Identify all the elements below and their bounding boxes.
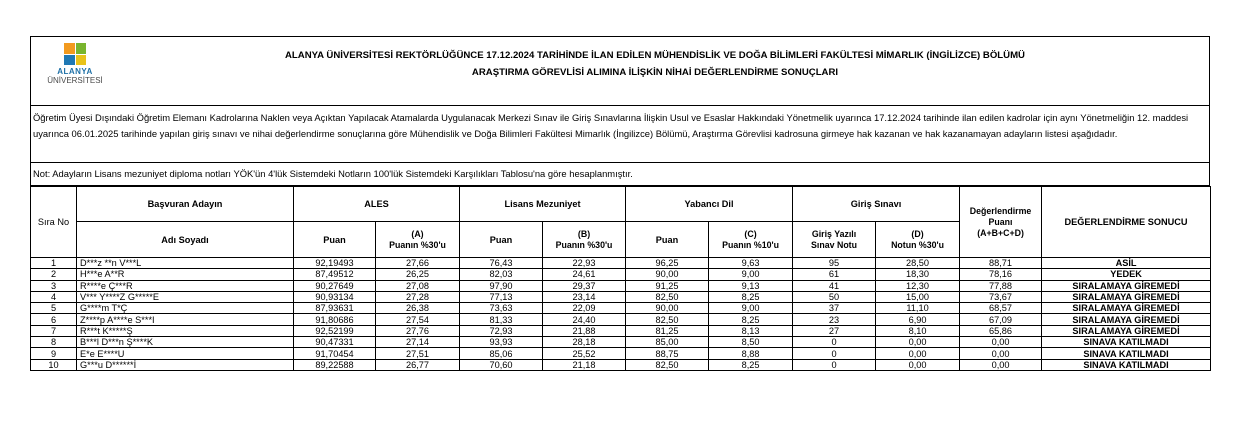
cell-degerlendirme-sonucu: SIRALAMAYA GİREMEDİ: [1042, 303, 1211, 314]
cell-giris-d: 8,10: [876, 325, 960, 336]
cell-giris-yazili: 61: [793, 269, 876, 280]
c-line-2: Puanın %10'u: [722, 239, 779, 250]
cell-yabanci-c: 9,00: [709, 269, 793, 280]
cell-yabanci-c: 8,25: [709, 291, 793, 302]
cell-yabanci-c: 8,50: [709, 337, 793, 348]
cell-adi-soyadi: E*e E****U: [77, 348, 294, 359]
cell-adi-soyadi: R***t K*****Ş: [77, 325, 294, 336]
cell-degerlendirme-sonucu: SINAVA KATILMADI: [1042, 337, 1211, 348]
cell-degerlendirme-sonucu: SIRALAMAYA GİREMEDİ: [1042, 280, 1211, 291]
cell-yabanci-c: 8,25: [709, 314, 793, 325]
b-line-1: (B): [577, 228, 591, 239]
cell-lisans-b: 23,14: [543, 291, 626, 302]
cell-giris-yazili: 0: [793, 337, 876, 348]
cell-degerlendirme-sonucu: ASİL: [1042, 258, 1211, 269]
cell-giris-d: 11,10: [876, 303, 960, 314]
cell-ales-a: 27,54: [376, 314, 460, 325]
cell-yabanci-puan: 90,00: [626, 303, 709, 314]
a-line-2: Puanın %30'u: [389, 239, 446, 250]
cell-adi-soyadi: Z****p A****e S***I: [77, 314, 294, 325]
cell-lisans-puan: 97,90: [460, 280, 543, 291]
university-logo: [45, 43, 105, 85]
cell-degerlendirme-sonucu: SIRALAMAYA GİREMEDİ: [1042, 314, 1211, 325]
d-line-1: (D): [911, 228, 924, 239]
cell-sira: 3: [31, 280, 77, 291]
cell-degerlendirme-puani: 73,67: [960, 291, 1042, 302]
table-row: [31, 303, 1211, 314]
col-lisans: Lisans Mezuniyet: [460, 187, 626, 222]
cell-yabanci-c: 9,00: [709, 303, 793, 314]
cell-sira: 6: [31, 314, 77, 325]
cell-degerlendirme-puani: 0,00: [960, 337, 1042, 348]
cell-sira: 7: [31, 325, 77, 336]
cell-lisans-b: 22,93: [543, 258, 626, 269]
cell-giris-d: 18,30: [876, 269, 960, 280]
cell-yabanci-puan: 82,50: [626, 359, 709, 370]
cell-adi-soyadi: R****e Ç***R: [77, 280, 294, 291]
cell-sira: 1: [31, 258, 77, 269]
col-degerlendirme-sonucu: DEĞERLENDİRME SONUCU: [1042, 187, 1211, 258]
cell-ales-puan: 90,27649: [294, 280, 376, 291]
cell-adi-soyadi: H***e A**R: [77, 269, 294, 280]
cell-giris-d: 15,00: [876, 291, 960, 302]
logo-mark-icon: [64, 43, 86, 65]
col-giris-yazili: [793, 222, 876, 258]
description-paragraph: Öğretim Üyesi Dışındaki Öğretim Elemanı Kadrolarına Naklen veya Açıktan Yapılacak Atamalarda Uygulanacak Merkezi Sınav ile Giriş Sınavlarına İlişkin Usul ve Esaslar Hakkındaki Yönetmelik uyarınca 17.12.2024 tarihinde ilan edilen kadrolar için aynı Yönetmeliğin 12. maddesi uyarınca 06.01.2025 tarihinde yapılan giriş sınavı ve nihai değerlendirme sonuçlarına göre Mühendislik ve Doğa Bilimleri Fakültesi Mimarlık (İngilizce) Bölümü, Araştırma Görevlisi kadrosuna girmeye hak kazanan ve hak kazanamayan adayların listesi aşağıdadır.: [30, 106, 1210, 163]
cell-ales-puan: 91,70454: [294, 348, 376, 359]
a-line-1: (A): [411, 228, 424, 239]
results-sheet: [30, 36, 1210, 371]
cell-degerlendirme-sonucu: SINAVA KATILMADI: [1042, 359, 1211, 370]
cell-degerlendirme-puani: 0,00: [960, 359, 1042, 370]
cell-lisans-b: 21,18: [543, 359, 626, 370]
cell-giris-yazili: 37: [793, 303, 876, 314]
cell-lisans-b: 24,40: [543, 314, 626, 325]
logo-line-1: ALANYA: [57, 67, 93, 76]
cell-yabanci-c: 8,25: [709, 359, 793, 370]
cell-adi-soyadi: D***z **n V***L: [77, 258, 294, 269]
note-text: Not: Adayların Lisans mezuniyet diploma notları YÖK'ün 4'lük Sistemdeki Notların 100'lük Sistemdeki Karşılıkları Tablosu'na göre hesaplanmıştır.: [30, 163, 1210, 186]
logo-line-2: ÜNİVERSİTESİ: [47, 76, 103, 85]
cell-yabanci-puan: 81,25: [626, 325, 709, 336]
col-ales: ALES: [294, 187, 460, 222]
cell-ales-a: 27,08: [376, 280, 460, 291]
cell-adi-soyadi: B***l D***n Ş****K: [77, 337, 294, 348]
title-line-1: ALANYA ÜNİVERSİTESİ REKTÖRLÜĞÜNCE 17.12.2024 TARİHİNDE İLAN EDİLEN MÜHENDİSLİK VE DOĞA BİLİMLERİ FAKÜLTESİ MİMARLIK (İNGİLİZCE) BÖLÜMÜ: [284, 50, 1025, 61]
cell-ales-a: 27,14: [376, 337, 460, 348]
cell-lisans-b: 29,37: [543, 280, 626, 291]
cell-lisans-b: 21,88: [543, 325, 626, 336]
cell-degerlendirme-sonucu: SIRALAMAYA GİREMEDİ: [1042, 325, 1211, 336]
table-row: [31, 337, 1211, 348]
cell-yabanci-puan: 88,75: [626, 348, 709, 359]
cell-yabanci-c: 9,63: [709, 258, 793, 269]
b-line-2: Puanın %30'u: [555, 239, 613, 250]
cell-ales-a: 26,25: [376, 269, 460, 280]
cell-sira: 4: [31, 291, 77, 302]
cell-ales-puan: 90,47331: [294, 337, 376, 348]
title-line-2: ARAŞTIRMA GÖREVLİSİ ALIMINA İLİŞKİN NİHAİ DEĞERLENDİRME SONUÇLARI: [471, 67, 839, 78]
cell-yabanci-puan: 85,00: [626, 337, 709, 348]
cell-yabanci-puan: 90,00: [626, 269, 709, 280]
col-basvuran: Başvuran Adayın: [77, 187, 294, 222]
cell-giris-yazili: 27: [793, 325, 876, 336]
cell-ales-a: 27,28: [376, 291, 460, 302]
cell-sira: 8: [31, 337, 77, 348]
table-row: [31, 269, 1211, 280]
cell-degerlendirme-puani: 68,57: [960, 303, 1042, 314]
cell-giris-yazili: 50: [793, 291, 876, 302]
cell-yabanci-puan: 82,50: [626, 314, 709, 325]
cell-lisans-puan: 72,93: [460, 325, 543, 336]
cell-degerlendirme-puani: 88,71: [960, 258, 1042, 269]
cell-ales-a: 27,51: [376, 348, 460, 359]
cell-giris-yazili: 0: [793, 348, 876, 359]
yazili-line-1: Giriş Yazılı: [811, 228, 857, 239]
col-yabanci-dil: Yabancı Dil: [626, 187, 793, 222]
table-row: [31, 314, 1211, 325]
cell-giris-yazili: 0: [793, 359, 876, 370]
table-row: [31, 359, 1211, 370]
cell-yabanci-puan: 91,25: [626, 280, 709, 291]
cell-sira: 9: [31, 348, 77, 359]
deger-puan-line-3: (A+B+C+D): [977, 227, 1024, 238]
table-row: [31, 258, 1211, 269]
col-yabanci-c: [709, 222, 793, 258]
cell-ales-a: 27,66: [376, 258, 460, 269]
cell-ales-a: 26,38: [376, 303, 460, 314]
col-giris-sinavi: Giriş Sınavı: [793, 187, 960, 222]
cell-yabanci-c: 8,13: [709, 325, 793, 336]
cell-giris-yazili: 95: [793, 258, 876, 269]
cell-ales-puan: 87,49512: [294, 269, 376, 280]
col-lisans-puan: Puan: [460, 222, 543, 258]
cell-lisans-puan: 76,43: [460, 258, 543, 269]
cell-adi-soyadi: G***u D******İ: [77, 359, 294, 370]
cell-yabanci-puan: 82,50: [626, 291, 709, 302]
yazili-line-2: Sınav Notu: [811, 239, 857, 250]
cell-ales-puan: 92,52199: [294, 325, 376, 336]
col-ales-puan: Puan: [294, 222, 376, 258]
cell-ales-puan: 92,19493: [294, 258, 376, 269]
cell-ales-puan: 87,93631: [294, 303, 376, 314]
c-line-1: (C): [744, 228, 757, 239]
cell-ales-a: 27,76: [376, 325, 460, 336]
table-row: [31, 325, 1211, 336]
cell-lisans-puan: 82,03: [460, 269, 543, 280]
cell-yabanci-c: 9,13: [709, 280, 793, 291]
cell-degerlendirme-puani: 67,09: [960, 314, 1042, 325]
deger-puan-line-1: Değerlendirme: [969, 205, 1032, 216]
cell-sira: 5: [31, 303, 77, 314]
cell-degerlendirme-puani: 78,16: [960, 269, 1042, 280]
cell-adi-soyadi: V*** Y****Z G*****E: [77, 291, 294, 302]
table-row: [31, 291, 1211, 302]
deger-puan-line-2: Puanı: [988, 216, 1013, 227]
cell-lisans-puan: 70,60: [460, 359, 543, 370]
document-header: [30, 36, 1210, 106]
cell-degerlendirme-sonucu: SIRALAMAYA GİREMEDİ: [1042, 291, 1211, 302]
col-yabanci-puan: Puan: [626, 222, 709, 258]
cell-adi-soyadi: G****m T*Ç: [77, 303, 294, 314]
d-line-2: Notun %30'u: [891, 239, 944, 250]
cell-giris-d: 28,50: [876, 258, 960, 269]
cell-degerlendirme-sonucu: YEDEK: [1042, 269, 1211, 280]
results-table-body: [31, 258, 1211, 371]
cell-degerlendirme-sonucu: SINAVA KATILMADI: [1042, 348, 1211, 359]
cell-giris-d: 6,90: [876, 314, 960, 325]
col-degerlendirme-puani: [960, 187, 1042, 258]
cell-sira: 10: [31, 359, 77, 370]
col-giris-d: [876, 222, 960, 258]
cell-lisans-puan: 81,33: [460, 314, 543, 325]
col-adi-soyadi: Adı Soyadı: [77, 222, 294, 258]
cell-lisans-b: 24,61: [543, 269, 626, 280]
table-row: [31, 348, 1211, 359]
cell-lisans-puan: 73,63: [460, 303, 543, 314]
cell-giris-yazili: 41: [793, 280, 876, 291]
cell-ales-puan: 90,93134: [294, 291, 376, 302]
document-title: [111, 47, 1199, 81]
cell-lisans-b: 22,09: [543, 303, 626, 314]
cell-degerlendirme-puani: 65,86: [960, 325, 1042, 336]
cell-ales-puan: 89,22588: [294, 359, 376, 370]
results-table: [30, 186, 1211, 371]
cell-lisans-b: 25,52: [543, 348, 626, 359]
cell-giris-yazili: 23: [793, 314, 876, 325]
cell-degerlendirme-puani: 77,88: [960, 280, 1042, 291]
cell-lisans-puan: 77,13: [460, 291, 543, 302]
cell-giris-d: 12,30: [876, 280, 960, 291]
col-sira-no: Sıra No: [31, 187, 77, 258]
cell-lisans-puan: 93,93: [460, 337, 543, 348]
col-lisans-b: [543, 222, 626, 258]
cell-giris-d: 0,00: [876, 359, 960, 370]
cell-yabanci-puan: 96,25: [626, 258, 709, 269]
col-ales-a: [376, 222, 460, 258]
cell-degerlendirme-puani: 0,00: [960, 348, 1042, 359]
table-row: [31, 280, 1211, 291]
cell-sira: 2: [31, 269, 77, 280]
cell-ales-puan: 91,80686: [294, 314, 376, 325]
cell-ales-a: 26,77: [376, 359, 460, 370]
cell-lisans-b: 28,18: [543, 337, 626, 348]
cell-yabanci-c: 8,88: [709, 348, 793, 359]
cell-lisans-puan: 85,06: [460, 348, 543, 359]
cell-giris-d: 0,00: [876, 337, 960, 348]
cell-giris-d: 0,00: [876, 348, 960, 359]
